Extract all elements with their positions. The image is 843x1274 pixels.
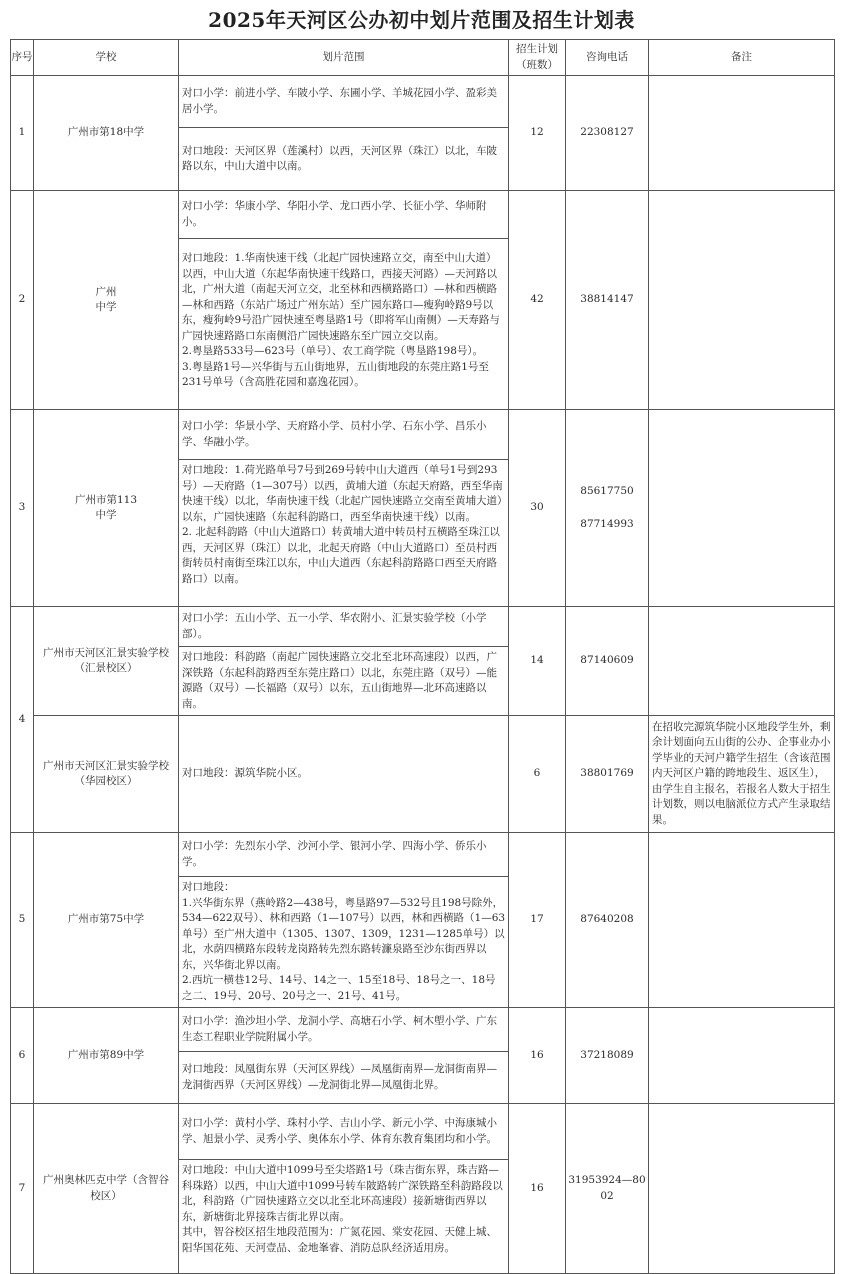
- catchment-area: 对口地段：凤凰街东界（天河区界线）—凤凰街南界—龙洞街南界—龙洞街西界（天河区界线）—龙洞街北界—凤凰街北界。: [179, 1052, 509, 1104]
- header-phone: 咨询电话: [566, 40, 649, 76]
- note: [649, 833, 835, 1008]
- note: [649, 1104, 835, 1274]
- primary-schools: 对口小学：先烈东小学、沙河小学、银河小学、四海小学、侨乐小学。: [179, 833, 509, 877]
- row-no: 6: [11, 1008, 34, 1104]
- table-row: [11, 191, 835, 239]
- phone: 87640208: [566, 833, 649, 1008]
- plan-count: 42: [509, 191, 566, 410]
- catchment-area: 对口地段：1.荷光路单号7号到269号转中山大道西（单号1号到293号）—天府路（1—307号）以西，黄埔大道（东起天府路，西至华南快速干线）以北，华南快速干线（北起广园快速路立交南至黄埔大道）以东，广园快速路（东起科韵路口，西至华南快速干线）以南。 2. 北起科韵路（中山大道路口）转黄埔大道中转员村五横路至珠江以西，天河区界（珠江）以北，北起天府路（中山大道路口）至员村西街转员村南街至珠江以东，中山大道西（东起科韵路路口西至天府路路口）以南。: [179, 460, 509, 607]
- primary-schools: 对口小学：五山小学、五一小学、华农附小、汇景实验学校（小学部）。: [179, 607, 509, 647]
- table-row: [11, 1104, 835, 1160]
- note: [649, 1008, 835, 1104]
- primary-schools: 对口小学：前进小学、车陂小学、东圃小学、羊城花园小学、盈彩美居小学。: [179, 76, 509, 128]
- note: [649, 191, 835, 410]
- school-name: 广州市天河区汇景实验学校 （汇景校区）: [34, 607, 179, 716]
- plan-count: 16: [509, 1008, 566, 1104]
- header-school: 学校: [34, 40, 179, 76]
- plan-count: 17: [509, 833, 566, 1008]
- plan-count: 14: [509, 607, 566, 716]
- school-name: 广州市第75中学: [34, 833, 179, 1008]
- row-no: 1: [11, 76, 34, 191]
- catchment-area: 对口地段：1.华南快速干线（北起广园快速路立交，南至中山大道）以西，中山大道（东起华南快速干线路口，西接天河路）—天河路以北，广州大道（南起天河立交，北至林和西横路路口）—林和西横路—林和西路（东站广场过广州东站）至广园东路口—瘦狗岭路9号以东，瘦狗岭9号沿广园快速至粤垦路1号（即将军山南侧）—天寿路与广园快速路路口东南侧沿广园快速路东至广园立交以南。 2.粤垦路533号—623号（单号）、农工商学院（粤垦路198号）。 3.粤垦路1号—兴华街与五山街地界，五山街地段的东莞庄路1号至231号单号（含高胜花园和嘉逸花园）。: [179, 239, 509, 410]
- plan-count: 16: [509, 1104, 566, 1274]
- primary-schools: 对口小学：华景小学、天府路小学、员村小学、石东小学、昌乐小学、华融小学。: [179, 410, 509, 460]
- row-no: 4: [11, 607, 34, 833]
- catchment-area: 对口地段：科韵路（南起广园快速路立交北至北环高速段）以西，广深铁路（东起科韵路西至东莞庄路口）以北，东莞庄路（双号）—能源路（双号）—长福路（双号）以东，五山街地界—北环高速路以南。: [179, 647, 509, 716]
- note: [649, 410, 835, 607]
- row-no: 2: [11, 191, 34, 410]
- phone: 22308127: [566, 76, 649, 191]
- note: [649, 76, 835, 191]
- plan-count: 30: [509, 410, 566, 607]
- school-name: 广州奥林匹克中学（含智谷 校区）: [34, 1104, 179, 1274]
- phone: 38801769: [566, 716, 649, 833]
- phone: 37218089: [566, 1008, 649, 1104]
- catchment-area: 对口地段：源筑华院小区。: [179, 716, 509, 833]
- header-note: 备注: [649, 40, 835, 76]
- row-no: 5: [11, 833, 34, 1008]
- primary-schools: 对口小学：渔沙坦小学、龙洞小学、高塘石小学、柯木塱小学、广东生态工程职业学院附属小学。: [179, 1008, 509, 1052]
- plan-count: 12: [509, 76, 566, 191]
- school-name: 广州 中学: [34, 191, 179, 410]
- catchment-area: 对口地段：天河区界（莲溪村）以西，天河区界（珠江）以北，车陂路以东，中山大道中以南。: [179, 128, 509, 191]
- document-title: 2025年天河区公办初中划片范围及招生计划表: [208, 8, 635, 32]
- school-name: 广州市第113 中学: [34, 410, 179, 607]
- table-row: [11, 410, 835, 460]
- primary-schools: 对口小学：华康小学、华阳小学、龙口西小学、长征小学、华师附小。: [179, 191, 509, 239]
- header-range: 划片范围: [179, 40, 509, 76]
- primary-schools: 对口小学：黄村小学、珠村小学、吉山小学、新元小学、中海康城小学、旭景小学、灵秀小学、奥体东小学、体育东教育集团均和小学。: [179, 1104, 509, 1160]
- header-plan: 招生计划 （班数）: [509, 40, 566, 76]
- catchment-area: 对口地段： 1.兴华街东界（燕岭路2—438号，粤垦路97—532号且198号除外，534—622双号）、林和西路（1—107号）以西，林和西横路（1—63单号）至广州大道中（1305、1307、1309，1231—1285单号）以北，水荫四横路东段转龙岗路转先烈东路转濂泉路至沙东街西界以东，兴华街北界以南。 2.西坑一横巷12号、14号、14之一、15至18号、18号之一、18号之二、19号、20号、20号之一、21号、41号。: [179, 877, 509, 1008]
- phone: 31953924—8002: [566, 1104, 649, 1274]
- school-name: 广州市第18中学: [34, 76, 179, 191]
- table-row: [11, 76, 835, 128]
- phone: 87140609: [566, 607, 649, 716]
- note: 在招收完源筑华院小区地段学生外，剩余计划面向五山街的公办、企事业办小学毕业的天河户籍学生招生（含该范围内天河区户籍的跨地段生、返区生），由学生自主报名，若报名人数大于招生计划数，则以电脑派位方式产生录取结果。: [649, 716, 835, 833]
- school-name: 广州市第89中学: [34, 1008, 179, 1104]
- row-no: 7: [11, 1104, 34, 1274]
- enrollment-table: [10, 39, 835, 1274]
- catchment-area: 对口地段：中山大道中1099号至尖塔路1号（珠吉街东界，珠吉路—科珠路）以西，中山大道中1099号转车陂路转广深铁路至科韵路段以北，科韵路（广园快速路立交以北至北环高速段）接新塘街西界以东，新塘街北界接珠吉街北界以南。 其中，智谷校区招生地段范围为：广氮花园、棠安花园、天健上城、阳华国花苑、天河壹品、金地峯睿、消防总队经济适用房。: [179, 1160, 509, 1274]
- table-row: [11, 607, 835, 647]
- table-row: [11, 1008, 835, 1052]
- table-row: [11, 716, 835, 833]
- phone: 38814147: [566, 191, 649, 410]
- note: [649, 607, 835, 716]
- phone: 85617750 87714993: [566, 410, 649, 607]
- plan-count: 6: [509, 716, 566, 833]
- table-row: [11, 833, 835, 877]
- school-name: 广州市天河区汇景实验学校 （华园校区）: [34, 716, 179, 833]
- row-no: 3: [11, 410, 34, 607]
- header-no: 序号: [11, 40, 34, 76]
- header-row: [11, 40, 835, 76]
